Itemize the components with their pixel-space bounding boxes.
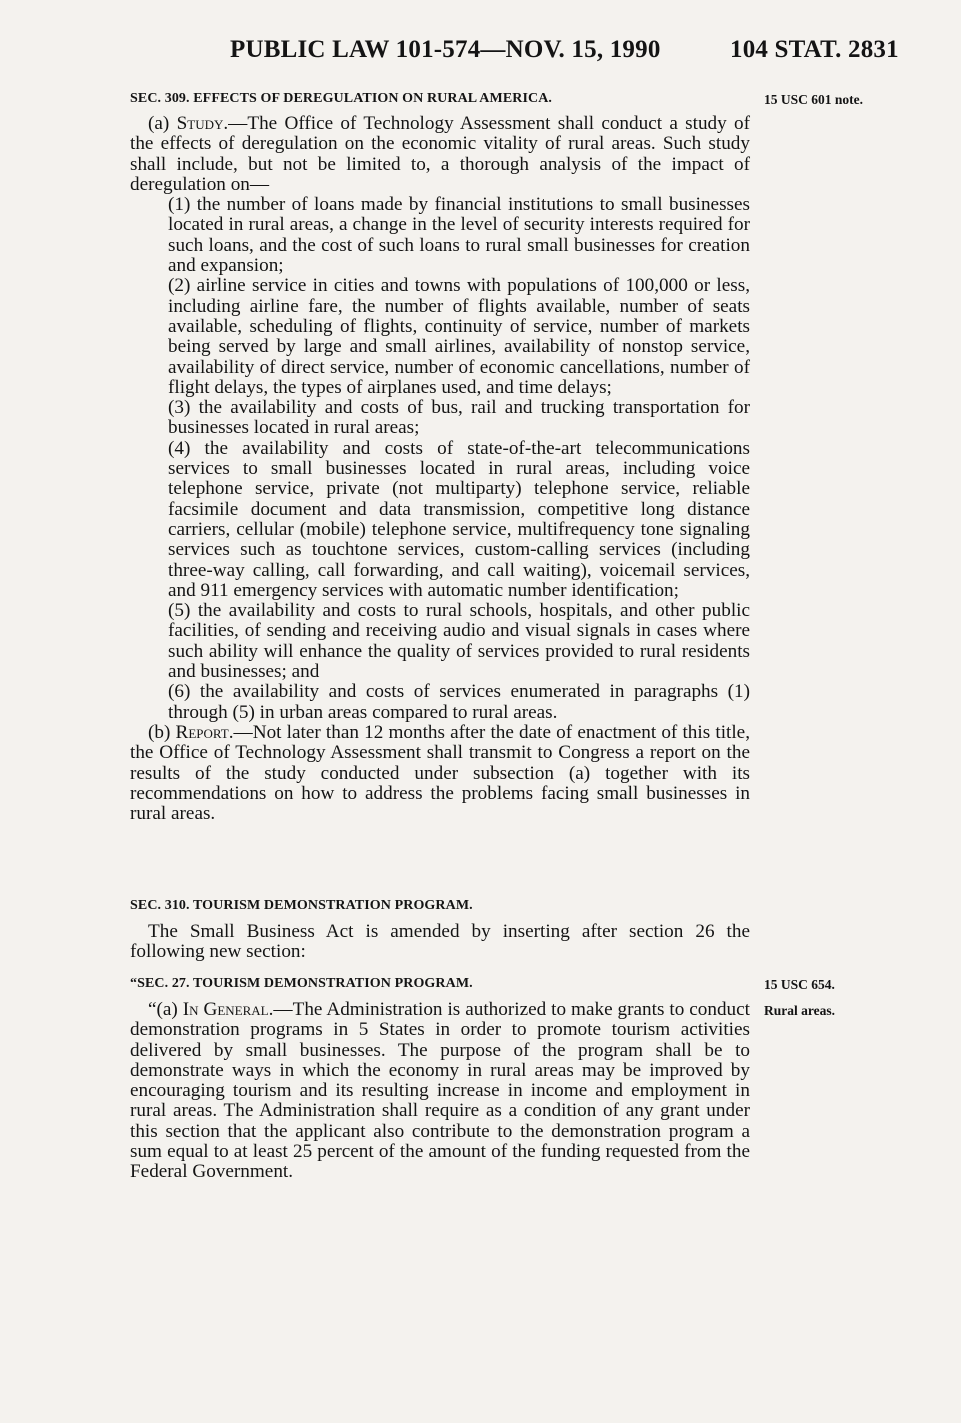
sec27-a-caption: In General [182, 999, 269, 1020]
sec27-a-text: .—The Administration is authorized to make grants to conduct demonstration programs in 5 States in order to promote tourism activities delivered by small businesses. The purpose of the program shall be to demonstrate ways in which the economy in rural areas may be improved by encouraging tourism and its resulting increase in income and employment in rural areas. The Administration shall require as a condition of any grant under this section that the applicant also contribute to the demonstration program a sum equal to at least 25 percent of the amount of the funding requested from the Federal Government. [130, 999, 750, 1183]
sec309-heading: SEC. 309. EFFECTS OF DEREGULATION ON RURAL AMERICA. [130, 91, 553, 106]
subsection-a-study [130, 114, 750, 195]
list-item: (5) the availability and costs to rural schools, hospitals, and other public facilities, of sending and receiving audio and visual signals in cases where such ability will enhance the quality of services provided to rural residents and businesses; and [168, 600, 750, 683]
statute-page-number: 104 STAT. 2831 [730, 36, 899, 63]
sec310-intro-text: The Small Business Act is amended by inserting after section 26 the following new section: [130, 921, 750, 963]
list-item: (2) airline service in cities and towns with populations of 100,000 or less, including airline fare, the number of flights available, number of seats available, scheduling of flights, continuity of service, number of markets being served by large and small airlines, availability of nonstop service, availability of direct service, number of economic cancellations, number of flight delays, the types of airplanes used, and time delays; [168, 275, 750, 398]
subsection-b-label: (b) [148, 721, 176, 743]
list-item: (3) the availability and costs of bus, rail and trucking transportation for businesses located in rural areas; [168, 397, 750, 439]
sec27-a-label: “(a) [148, 999, 183, 1020]
subsection-b-text: .—Not later than 12 months after the date of enactment of this title, the Office of Technology Assessment shall transmit to Congress a report on the results of the study conducted under subsection (a) together with its recommendations on how to address the problems facing small businesses in rural areas. [130, 721, 750, 825]
subsection-a-text: .—The Office of Technology Assessment shall conduct a study of the effects of deregulation on the economic vitality of rural areas. Such study shall include, but not be limited to, a thorough analysis of the impact of deregulation on— [130, 113, 751, 195]
sec310-heading: SEC. 310. TOURISM DEMONSTRATION PROGRAM. [130, 898, 473, 913]
list-item: (4) the availability and costs of state-of-the-art telecommunications services to small businesses located in rural areas, including voice telephone service, private (not multiparty) telephone service, reliable facsimile document and data transmission, competitive long distance carriers, cellular (mobile) telephone service, multifrequency tone signaling services such as touchtone services, custom-calling services (including three-way calling, call forwarding, and call waiting), voicemail services, and 911 emergency services with automatic number identification; [168, 437, 750, 601]
sec27-body [130, 1000, 750, 1183]
sec27-subsection-a [130, 1000, 750, 1183]
subsection-a-caption: Study [176, 113, 224, 134]
sec310-intro [130, 922, 750, 963]
list-item: (6) the availability and costs of services enumerated in paragraphs (1) through (5) in urban areas compared to rural areas. [168, 681, 750, 723]
list-item: (1) the number of loans made by financial institutions to small businesses located in rural areas, a change in the level of security interests required for such loans, and the cost of such loans to rural small businesses for creation and expansion; [168, 194, 750, 277]
sec27-margin-note-usc: 15 USC 654. [764, 977, 835, 992]
sec27-margin-note-rural: Rural areas. [764, 1003, 835, 1018]
sec309-body [130, 114, 750, 824]
public-law-title: PUBLIC LAW 101-574—NOV. 15, 1990 [230, 36, 661, 63]
subsection-a-label: (a) [148, 113, 177, 134]
sec27-heading: “SEC. 27. TOURISM DEMONSTRATION PROGRAM. [130, 976, 473, 991]
sec309-margin-note: 15 USC 601 note. [764, 92, 864, 107]
subsection-b-caption: Report [175, 721, 229, 743]
subsection-b-report [130, 723, 750, 824]
